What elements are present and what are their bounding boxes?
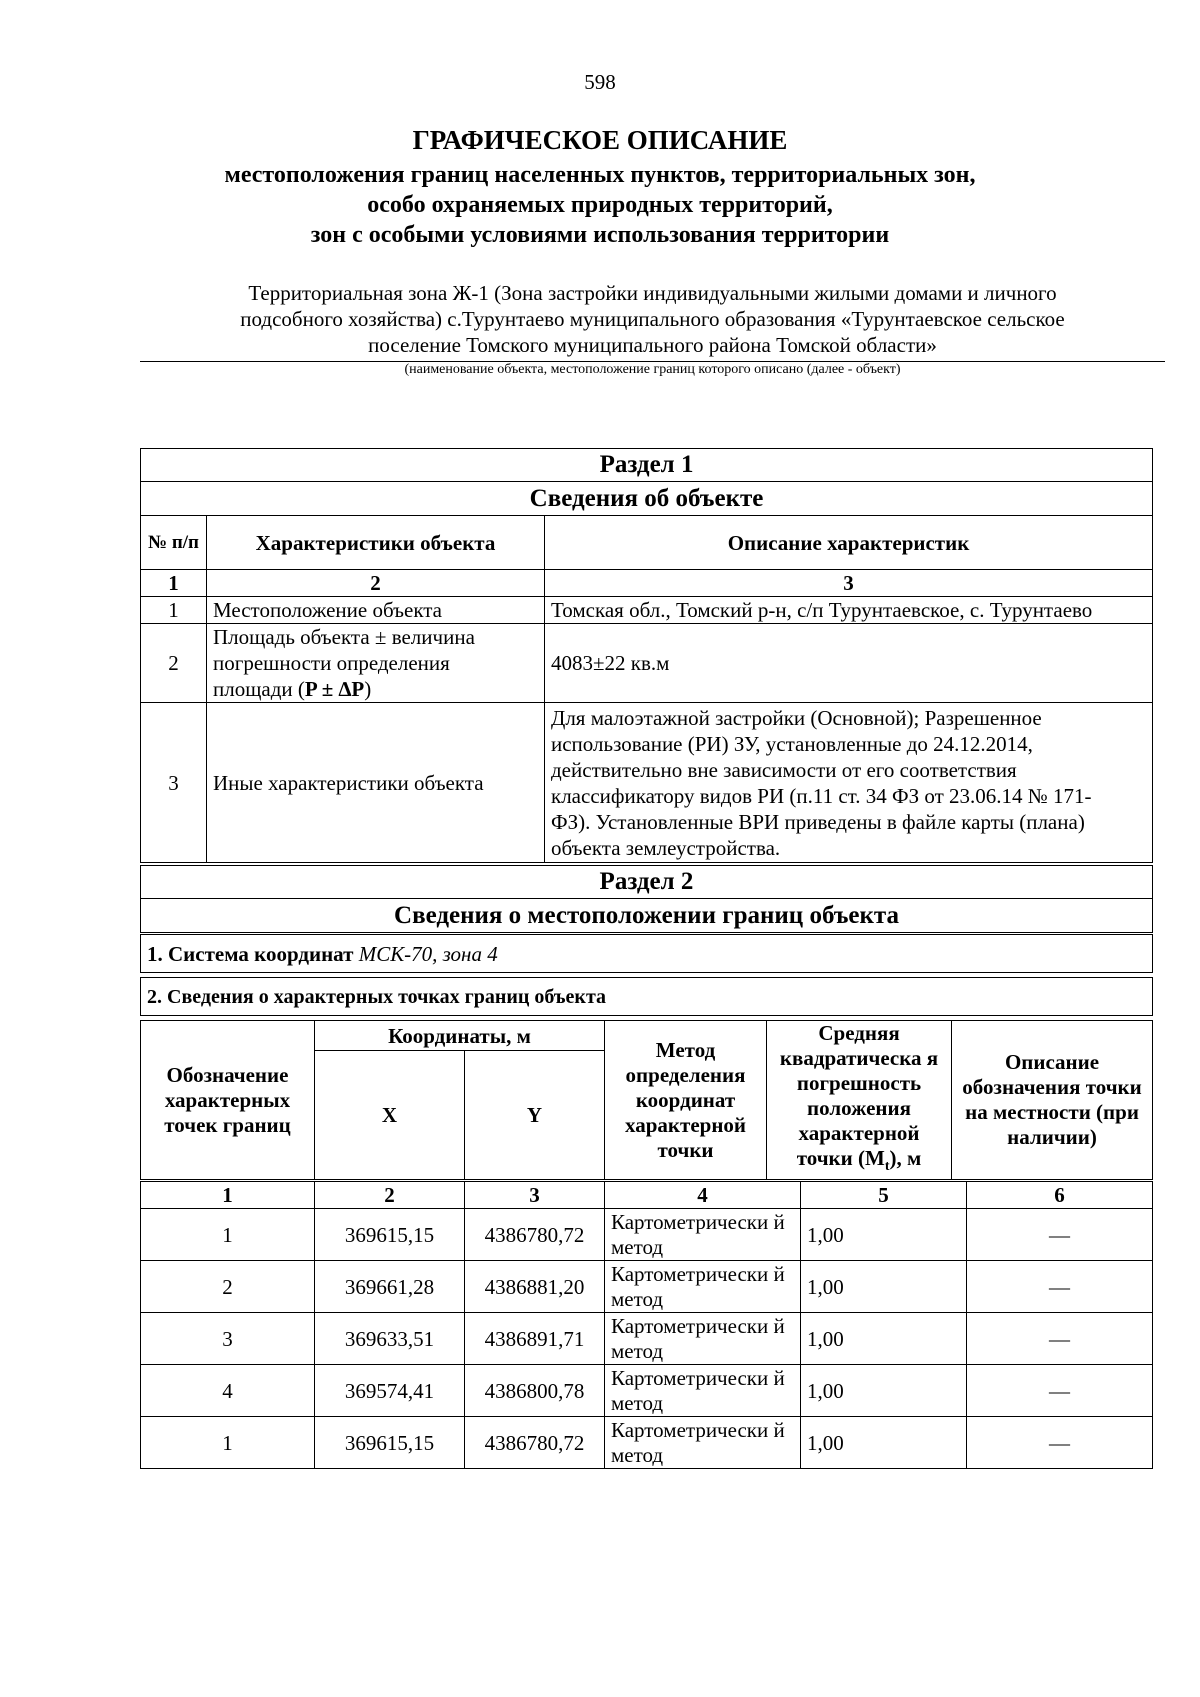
table-row xyxy=(141,1365,1153,1417)
document-subtitle xyxy=(0,160,1200,250)
table-row xyxy=(141,624,1153,703)
row-value-line: действительно вне зависимости от его соответствия xyxy=(551,757,1017,782)
section2-subtitle: Сведения о местоположении границ объекта xyxy=(141,899,1153,933)
table-row xyxy=(141,597,1153,624)
point-method: Картометрически й метод xyxy=(605,1417,801,1469)
object-description xyxy=(140,280,1165,358)
point-x: 369574,41 xyxy=(315,1365,465,1417)
col-number: 1 xyxy=(141,570,207,597)
col-number: 2 xyxy=(315,1182,465,1209)
row-value-line: Для малоэтажной застройки (Основной); Разрешенное xyxy=(551,705,1042,730)
row-name xyxy=(207,624,545,703)
object-description-line: Территориальная зона Ж-1 (Зона застройки индивидуальными жилыми домами и личного xyxy=(248,281,1057,305)
point-error: 1,00 xyxy=(801,1209,967,1261)
point-y: 4386881,20 xyxy=(465,1261,605,1313)
col-number: 3 xyxy=(465,1182,605,1209)
object-description-line: поселение Томского муниципального района Томской области» xyxy=(368,333,937,357)
point-y: 4386780,72 xyxy=(465,1417,605,1469)
row-name-text: площади ( xyxy=(213,677,305,701)
header-x: X xyxy=(315,1051,465,1180)
row-number: 1 xyxy=(141,597,207,624)
page-number: 598 xyxy=(584,70,616,94)
section1-subtitle: Сведения об объекте xyxy=(141,482,1153,516)
point-error: 1,00 xyxy=(801,1417,967,1469)
section1-title: Раздел 1 xyxy=(141,449,1153,482)
header-error: Средняя квадратическа я погрешность положения характерной точки $(M_t)$, м xyxy=(767,1021,952,1180)
object-description-line: подсобного хозяйства) с.Турунтаево муниципального образования «Турунтаевское сельское xyxy=(240,307,1065,331)
points-label-box xyxy=(140,977,1153,1016)
table-row xyxy=(141,1417,1153,1469)
point-description: — xyxy=(967,1313,1153,1365)
header-coords: Координаты, м xyxy=(315,1021,605,1051)
header-y: Y xyxy=(465,1051,605,1180)
point-x: 369661,28 xyxy=(315,1261,465,1313)
point-error: 1,00 xyxy=(801,1365,967,1417)
row-value-line: объекта землеустройства. xyxy=(551,835,781,860)
point-error: 1,00 xyxy=(801,1261,967,1313)
row-value-line: классификатору видов РИ (п.11 ст. 34 ФЗ от 23.06.14 № 171- xyxy=(551,783,1092,808)
col-number: 5 xyxy=(801,1182,967,1209)
point-y: 4386891,71 xyxy=(465,1313,605,1365)
point-description: — xyxy=(967,1417,1153,1469)
header-designation: Обозначение характерных точек границ xyxy=(141,1021,315,1180)
row-name: Местоположение объекта xyxy=(207,597,545,624)
point-x: 369615,15 xyxy=(315,1209,465,1261)
table-row xyxy=(141,1261,1153,1313)
point-description: — xyxy=(967,1365,1153,1417)
row-value: Томская обл., Томский р-н, с/п Турунтаевское, с. Турунтаево xyxy=(545,597,1153,624)
row-name-line xyxy=(213,676,538,702)
table-row xyxy=(141,1313,1153,1365)
area-formula: P ± ∆P xyxy=(304,677,365,701)
point-number: 2 xyxy=(141,1261,315,1313)
point-y: 4386780,72 xyxy=(465,1209,605,1261)
col-number: 2 xyxy=(207,570,545,597)
point-error: 1,00 xyxy=(801,1313,967,1365)
row-value-line: ФЗ). Установленные ВРИ приведены в файле карты (плана) xyxy=(551,809,1085,834)
object-caption: (наименование объекта, местоположение границ которого описано (далее - объект) xyxy=(404,362,901,377)
subtitle-line: зон с особыми условиями использования территории xyxy=(310,222,890,248)
subtitle-line: местоположения границ населенных пунктов, территориальных зон, xyxy=(224,162,976,188)
col-header-characteristic: Характеристики объекта xyxy=(207,516,545,570)
row-name-line: погрешности определения xyxy=(213,651,450,675)
point-x: 369633,51 xyxy=(315,1313,465,1365)
section1-table xyxy=(140,448,1153,863)
subtitle-line: особо охраняемых природных территорий, xyxy=(367,192,833,218)
point-x: 369615,15 xyxy=(315,1417,465,1469)
col-number: 3 xyxy=(545,570,1153,597)
point-method: Картометрически й метод xyxy=(605,1365,801,1417)
header-description: Описание обозначения точки на местности (при наличии) xyxy=(952,1021,1153,1180)
section2-title: Раздел 2 xyxy=(141,866,1153,899)
points-label: 2. Сведения о характерных точках границ объекта xyxy=(141,978,1153,1016)
col-header-number: № п/п xyxy=(141,516,207,570)
table-row xyxy=(141,1209,1153,1261)
point-method: Картометрически й метод xyxy=(605,1209,801,1261)
point-y: 4386800,78 xyxy=(465,1365,605,1417)
points-table xyxy=(140,1181,1153,1469)
document-title: ГРАФИЧЕСКОЕ ОПИСАНИЕ xyxy=(412,125,788,155)
coord-system-box xyxy=(140,934,1153,973)
header-method: Метод определения координат характерной точки xyxy=(605,1021,767,1180)
coord-system-label: 1. Система координат xyxy=(147,941,354,966)
row-number: 3 xyxy=(141,703,207,863)
point-method: Картометрически й метод xyxy=(605,1261,801,1313)
point-number: 1 xyxy=(141,1417,315,1469)
row-name: Иные характеристики объекта xyxy=(207,703,545,863)
section2-table xyxy=(140,865,1153,933)
col-number: 1 xyxy=(141,1182,315,1209)
col-number: 4 xyxy=(605,1182,801,1209)
row-number: 2 xyxy=(141,624,207,703)
row-value: 4083±22 кв.м xyxy=(545,624,1153,703)
points-header xyxy=(140,1020,1153,1180)
point-number: 1 xyxy=(141,1209,315,1261)
coord-system-value: МСК-70, зона 4 xyxy=(358,941,498,966)
point-number: 4 xyxy=(141,1365,315,1417)
table-row xyxy=(141,703,1153,863)
row-name-text: ) xyxy=(364,677,372,701)
point-description: — xyxy=(967,1261,1153,1313)
row-name-line: Площадь объекта ± величина xyxy=(213,625,475,649)
point-number: 3 xyxy=(141,1313,315,1365)
row-value xyxy=(545,703,1153,863)
col-number: 6 xyxy=(967,1182,1153,1209)
row-value-line: использование (РИ) ЗУ, установленные до 24.12.2014, xyxy=(551,731,1033,756)
point-method: Картометрически й метод xyxy=(605,1313,801,1365)
col-header-description: Описание характеристик xyxy=(545,516,1153,570)
point-description: — xyxy=(967,1209,1153,1261)
